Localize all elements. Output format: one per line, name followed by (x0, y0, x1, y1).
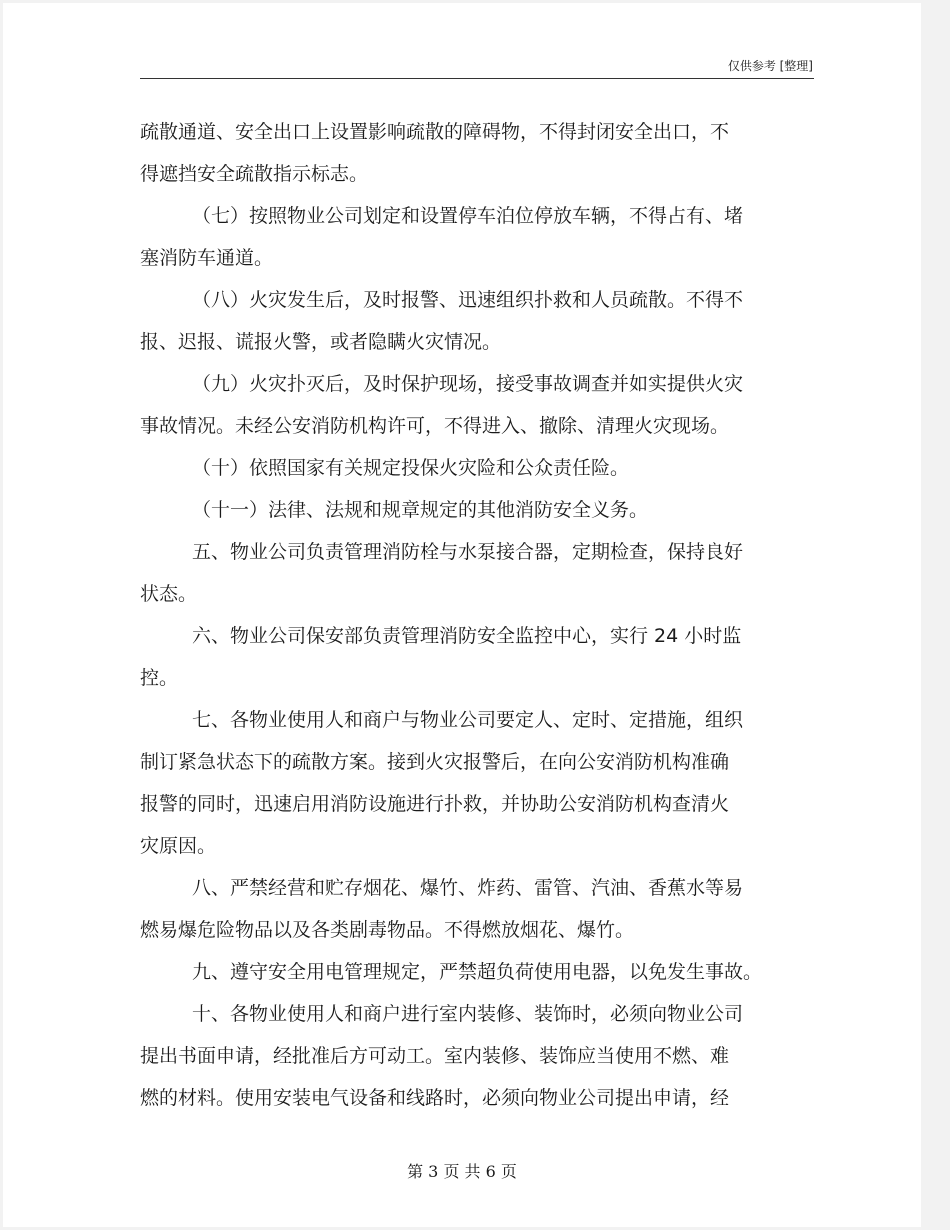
paragraph-8-line-3: 灾原因。 (140, 835, 217, 857)
paragraph-10-line-0: 九、遵守安全用电管理规定，严禁超负荷使用电器，以免发生事故。 (192, 961, 763, 983)
paragraph-7-line-1: 控。 (140, 667, 179, 689)
document-body (140, 111, 810, 1119)
paragraph-0-line-0: 疏散通道、安全出口上设置影响疏散的障碍物，不得封闭安全出口，不 (140, 121, 730, 143)
paragraph-6-line-1: 状态。 (140, 583, 198, 605)
paragraph-4-line-0: （十）依照国家有关规定投保火灾险和公众责任险。 (192, 457, 630, 479)
paragraph-7-line-0: 六、物业公司保安部负责管理消防安全监控中心，实行 24 小时监 (192, 625, 742, 647)
paragraph-11-line-1: 提出书面申请，经批准后方可动工。室内装修、装饰应当使用不燃、难 (140, 1045, 730, 1067)
document-page (3, 3, 921, 1227)
header-note: 仅供参考 [整理] (727, 59, 813, 73)
paragraph-3-line-1: 事故情况。未经公安消防机构许可，不得进入、撤除、清理火灾现场。 (140, 415, 730, 437)
paragraph-1-line-0: （七）按照物业公司划定和设置停车泊位停放车辆，不得占有、堵 (192, 205, 744, 227)
paragraph-5-line-0: （十一）法律、法规和规章规定的其他消防安全义务。 (192, 499, 649, 521)
paragraph-0-line-1: 得遮挡安全疏散指示标志。 (140, 163, 369, 185)
page-number: 第 3 页 共 6 页 (407, 1162, 517, 1181)
paragraph-11-line-0: 十、各物业使用人和商户进行室内装修、装饰时，必须向物业公司 (192, 1003, 744, 1025)
paragraph-1-line-1: 塞消防车通道。 (140, 247, 274, 269)
paragraph-2-line-0: （八）火灾发生后，及时报警、迅速组织扑救和人员疏散。不得不 (192, 289, 744, 311)
paragraph-9-line-0: 八、严禁经营和贮存烟花、爆竹、炸药、雷管、汽油、香蕉水等易 (192, 877, 744, 899)
paragraph-6-line-0: 五、物业公司负责管理消防栓与水泵接合器，定期检查，保持良好 (192, 541, 744, 563)
paragraph-3-line-0: （九）火灾扑灭后，及时保护现场，接受事故调查并如实提供火灾 (192, 373, 744, 395)
paragraph-11-line-2: 燃的材料。使用安装电气设备和线路时，必须向物业公司提出申请，经 (140, 1087, 730, 1109)
header-divider (140, 78, 814, 79)
paragraph-8-line-0: 七、各物业使用人和商户与物业公司要定人、定时、定措施，组织 (192, 709, 744, 731)
paragraph-8-line-1: 制订紧急状态下的疏散方案。接到火灾报警后，在向公安消防机构准确 (140, 751, 730, 773)
paragraph-2-line-1: 报、迟报、谎报火警，或者隐瞒火灾情况。 (140, 331, 502, 353)
paragraph-8-line-2: 报警的同时，迅速启用消防设施进行扑救，并协助公安消防机构查清火 (140, 793, 730, 815)
paragraph-9-line-1: 燃易爆危险物品以及各类剧毒物品。不得燃放烟花、爆竹。 (140, 919, 635, 941)
